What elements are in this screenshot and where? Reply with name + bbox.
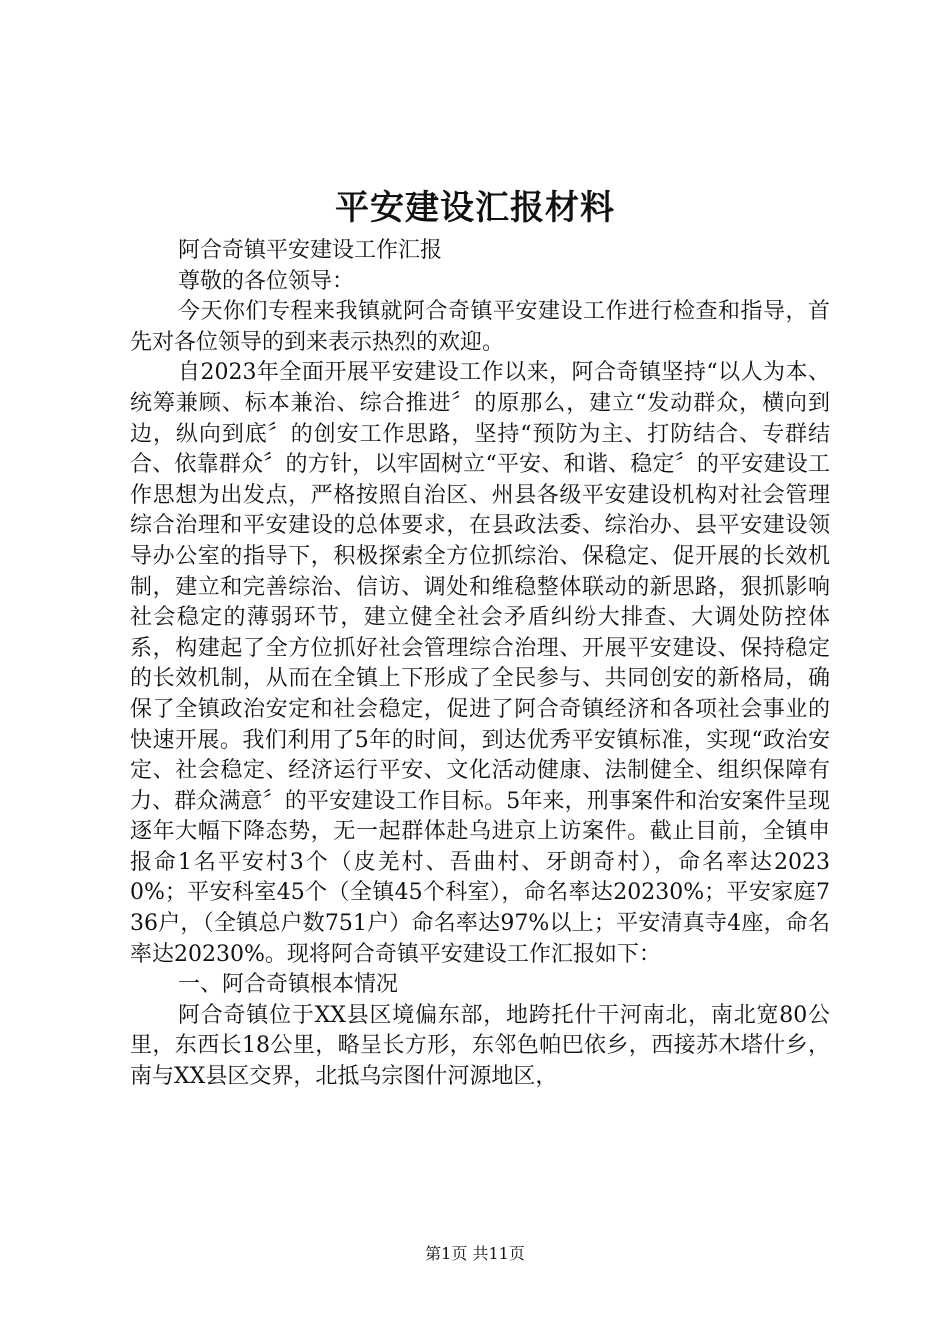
salutation-paragraph: 尊敬的各位领导： [178,268,355,294]
location-paragraph: 阿合奇镇位于XX县区境偏东部，地跨托什干河南北，南北宽80公里，东西长18公里，略呈长方形，东邻色帕巴依乡，西接苏木塔什乡，南与XX县区交界，北抵乌宗图什河源地区， [130,1002,830,1090]
document-body [130,236,830,1093]
page-total: 共11页 [472,1244,525,1263]
section-heading: 一、阿合奇镇根本情况 [178,972,399,998]
overview-paragraph: 自2023年全面开展平安建设工作以来，阿合奇镇坚持“以人为本、统筹兼顾、标本兼治、综合推进〞的原那么，建立“发动群众，横向到边，纵向到底〞的创安工作思路，坚持“预防为主、打防结合、专群结合、依靠群众〞的方针，以牢固树立“平安、和谐、稳定〞的平安建设工作思想为出发点，严格按照自治区、州县各级平安建设机构对社会管理综合治理和平安建设的总体要求，在县政法委、综治办、县平安建设领导办公室的指导下，积极探索全方位抓综治、保稳定、促开展的长效机制，建立和完善综治、信访、调处和维稳整体联动的新思路，狠抓影响社会稳定的薄弱环节，建立健全社会矛盾纠纷大排查、大调处防控体系，构建起了全方位抓好社会管理综合治理、开展平安建设、保持稳定的长效机制，从而在全镇上下形成了全民参与、共同创安的新格局，确保了全镇政治安定和社会稳定，促进了阿合奇镇经济和各项社会事业的快速开展。我们利用了5年的时间，到达优秀平安镇标准，实现“政治安定、社会稳定、经济运行平安、文化活动健康、法制健全、组织保障有力、群众满意〞的平安建设工作目标。5年来，刑事案件和治安案件呈现逐年大幅下降态势，无一起群体赴乌进京上访案件。截止目前，全镇申报命1名平安村3个（皮羌村、吾曲村、牙朗奇村），命名率达20230%；平安科室45个（全镇45个科室），命名率达20230%；平安家庭736户，（全镇总户数751户）命名率达97%以上；平安清真寺4座，命名率达20230%。现将阿合奇镇平安建设工作汇报如下： [130,360,830,967]
page-number: 第1页 [425,1244,468,1263]
page-footer [0,1243,950,1265]
subtitle-paragraph: 阿合奇镇平安建设工作汇报 [178,238,443,263]
welcome-paragraph: 今天你们专程来我镇就阿合奇镇平安建设工作进行检查和指导，首先对各位领导的到来表示热烈的欢迎。 [130,299,830,355]
document-title: 平安建设汇报材料 [335,188,615,228]
